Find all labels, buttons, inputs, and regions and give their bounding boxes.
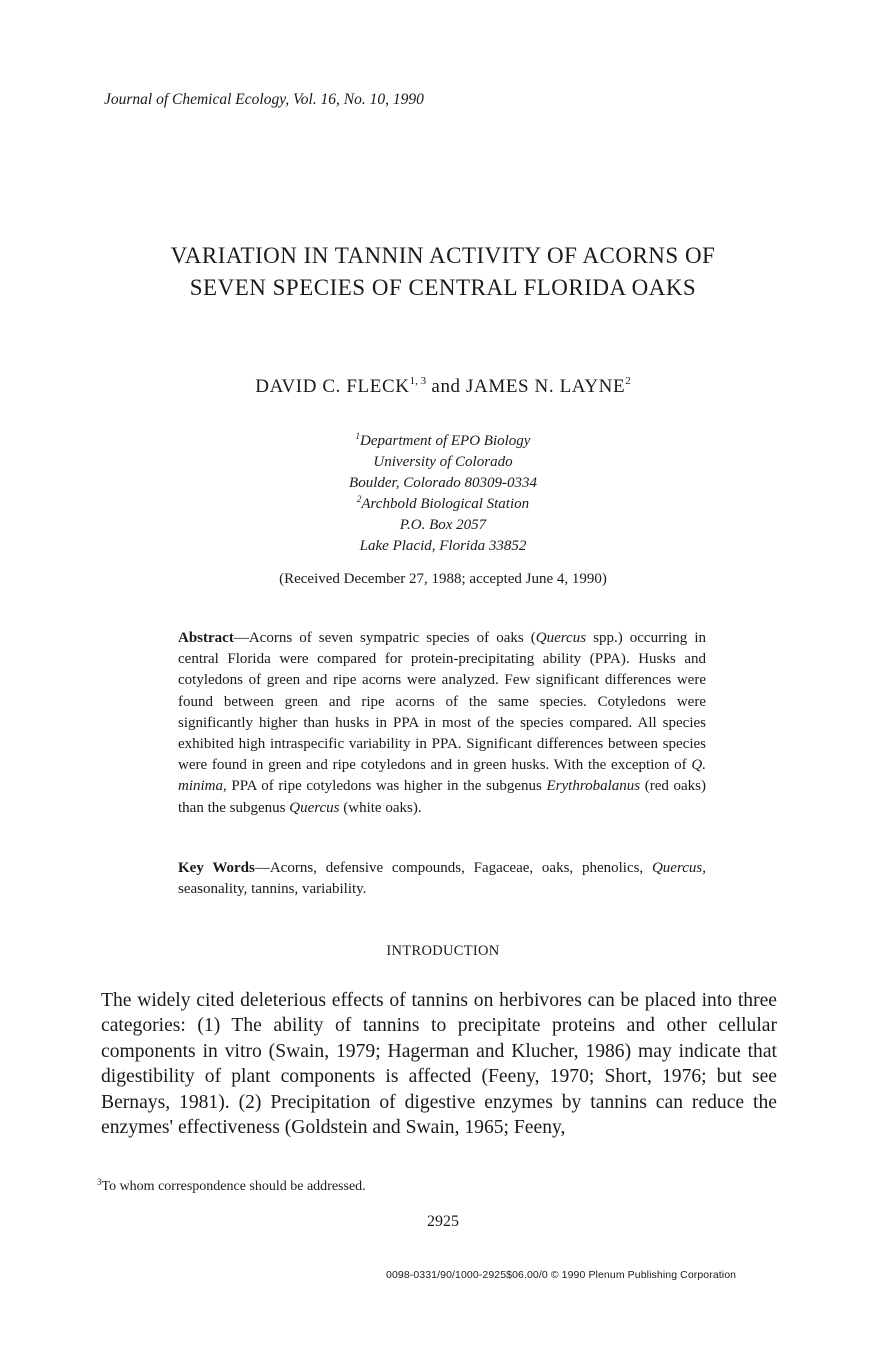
affiliation-1-mark: 1 [355,431,361,441]
paper-title [60,240,826,304]
affiliation-2-po-box: P.O. Box 2057 [399,517,487,533]
abstract-italic-3: Erythrobalanus [546,778,641,795]
received-dates: (Received December 27, 1988; accepted June 4, 1990) [279,571,607,587]
introduction-paragraph: The widely cited deleterious effects of tannins on herbivores can be placed into three categories: (1) The ability of tannins to precipitate proteins and other cellular components in vitro (Swain, 1979; Hagerman and Klucher, 1986) may indicate that digestibility of plant components is affected (Feeny, 1970; Short, 1976; but see Bernays, 1981). (2) Precipitation of digestive enzymes by tannins can reduce the enzymes' effectiveness (Goldstein and Swain, 1965; Feeny, [101,990,777,1139]
key-words [178,858,706,900]
affiliation-2-institution: Archbold Biological Station [361,496,530,512]
abstract-italic-4: Quercus [289,799,340,816]
key-words-text-1: —Acorns, defensive compounds, Fagaceae, oaks, phenolics, [254,860,652,876]
abstract-label: Abstract [178,630,234,646]
author-1-affiliation-mark: 1, 3 [409,375,427,387]
affiliation-2 [0,489,886,557]
abstract-italic-1: Quercus [535,630,587,646]
affiliation-2-address: Lake Placid, Florida 33852 [359,538,527,554]
journal-citation: Journal of Chemical Ecology, Vol. 16, No. 10, 1990 [104,91,424,108]
abstract-text-4: (red oaks) than the subgenus [178,778,706,816]
author-2: JAMES N. LAYNE [466,376,626,397]
copyright-line: 0098-0331/90/1000-2925$06.00/0 © 1990 Plenum Publishing Corporation [386,1269,737,1281]
author-list [0,375,886,398]
key-words-label: Key Words [178,860,255,876]
abstract-italic-2: Q. minima [178,757,706,795]
key-words-text-2: , seasonality, tannins, variability. [178,860,706,898]
footnote-text: To whom correspondence should be addressed. [101,1179,366,1194]
abstract-text-2: spp.) occurring in central Florida were compared for protein-precipitating ability (PPA). Husks and cotyledons of green and ripe acorns were analyzed. Few significant differences were found between green and ripe acorns of the same species. Cotyledons were significantly higher than husks in PPA in most of the species compared. All species exhibited high intraspecific variability in PPA. Significant differences between species were found in green and ripe cotyledons and in green husks. With the exception of [178,630,706,774]
abstract-text-1: —Acorns of seven sympatric species of oaks ( [233,630,536,646]
affiliation-2-mark: 2 [356,494,362,504]
page-number: 2925 [427,1213,459,1230]
footnote-mark: 3 [97,1177,102,1187]
section-heading-introduction: INTRODUCTION [386,943,500,959]
author-separator: and [431,376,461,397]
footnote [97,1177,366,1195]
author-2-affiliation-mark: 2 [625,375,631,387]
affiliation-1-institution: University of Colorado [373,454,513,470]
title-line-2: SEVEN SPECIES OF CENTRAL FLORIDA OAKS [189,275,697,300]
affiliation-1-department: Department of EPO Biology [360,433,531,449]
abstract-text-5: (white oaks). [339,799,422,816]
author-1: DAVID C. FLECK [255,376,410,397]
affiliation-1 [0,426,886,494]
abstract [178,628,706,819]
affiliation-1-address: Boulder, Colorado 80309-0334 [349,475,537,491]
abstract-text-3: , PPA of ripe cotyledons was higher in the subgenus [223,778,547,795]
key-words-italic-1: Quercus [651,860,703,876]
title-line-1: VARIATION IN TANNIN ACTIVITY OF ACORNS OF [170,243,716,268]
